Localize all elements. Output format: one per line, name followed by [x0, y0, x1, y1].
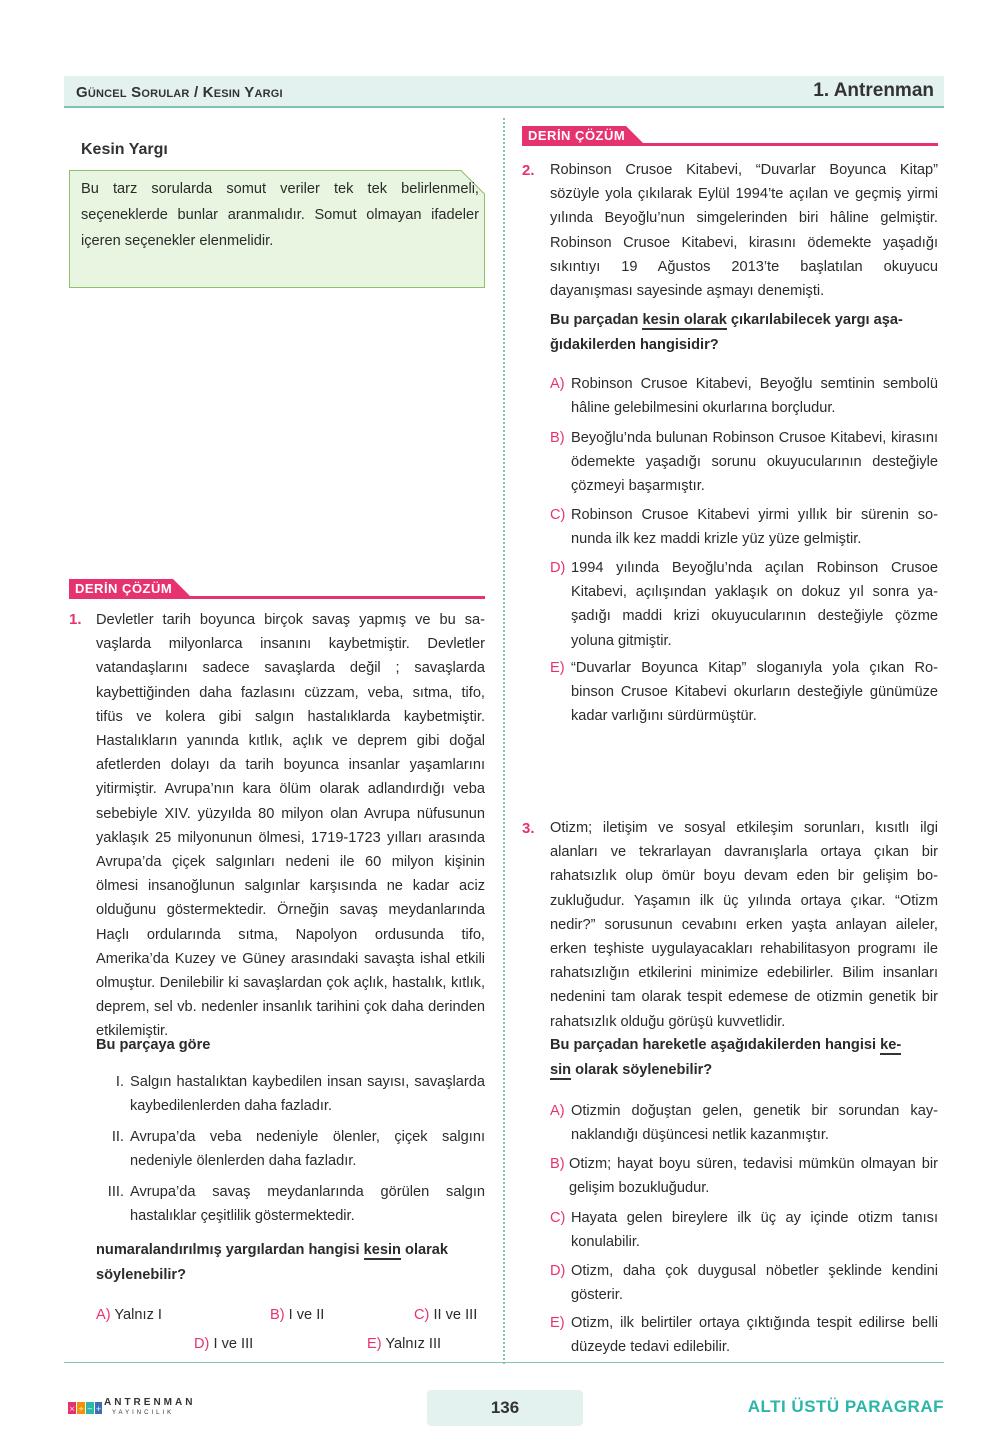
option-text: Otizm, ilk belirtiler ortaya çıktığında tespit edilirse belli düzeyde tedavi edilebilir.: [571, 1315, 938, 1356]
q1-answer-a[interactable]: [96, 1307, 162, 1323]
q1-passage: Devletler tarih boyunca birçok savaş yapmış ve bu savaşlarda milyonlarca insanını kaybetmiştir. Devletler vatandaşlarını sadece savaşlarda değil ; savaşlarda kaybettiğinden daha fazlasını cüzzam, veba, sıtma, tifo, tifüs ve kolera gibi salgın hastalıklarda kaybetmiştir. Hastalıkların yanında kıtlık, açlık ve deprem gibi doğal afetlerden dolayı da tarih boyunca insanlar yaşamlarını yitirmiştir. Avrupa’nın kara ölüm olarak adlandırdığı veba sebebiyle XIV. yüzyılda 80 milyon olan Avrupa nüfusunun yaklaşık 25 milyonunun ölmesi, 1719-1723 yılları arasında Avrupa’da çiçek salgınları nedeni ile 60 milyon kişinin ölmesi insanoğlunun salgınlar karşısında ne kadar aciz olduğunu göstermektedir. Örneğin savaş meydanlarında Haçlı ordularında sıtma, Napolyon ordusunda tifo, Amerika’da Kuzey ve Güney arasındaki savaşta ishal etkili olmuştur. Denilebilir ki savaşlardan çok açlık, hastalık, kıtlık, deprem, sel vb. nedenler insanlık tarihini çok daha derinden etkilemiştir.: [96, 612, 485, 1040]
option-letter: C): [550, 507, 566, 523]
header-rule: [64, 106, 944, 108]
q1-answer-d[interactable]: [194, 1336, 253, 1352]
q3-option-b[interactable]: [550, 1152, 938, 1197]
publisher-name: ANTRENMAN: [104, 1397, 196, 1408]
publisher-logo-icon: [68, 1396, 102, 1425]
q3-option-e[interactable]: [550, 1311, 938, 1356]
q3-passage: Otizm; iletişim ve sosyal etkileşim sorunları, kısıtlı ilgi alanları ve tekrarlayan davranışlarla ortaya çıkan bir rahatsızlık olup ömür boyu devam eden bir gelişim bozukluğudur. Yaşamın ilk üç yılında ortaya çıkar. “Otizm nedir?” sorusunun cevabını erken yaşta anlayan aileler, erken teşhiste uygulayacakları rehabilitasyon programı ile rahatsızlığın etkilerini minimize edebilirler. Bilim insanları nedenini tam olarak tespit edemese de otizmin genetik bir rahatsızlık olduğu görüşü kuvvetlidir.: [550, 820, 938, 1030]
q1-stem-end: söylenebilir?: [96, 1267, 187, 1283]
q2-option-c[interactable]: [550, 503, 938, 548]
q1-stem: [96, 1236, 448, 1264]
option-text: 1994 yılında Beyoğlu’nda açılan Robinson Crusoe Kitabevi, açılışından yaklaşık on dokuz yıl sonra yaşadığı maddi krizi okuyucularının desteğiyle çözme yoluna gitmiştir.: [571, 560, 938, 649]
option-letter: E): [550, 660, 565, 676]
q1-answer-e[interactable]: [367, 1336, 441, 1352]
q1-roman-3: [96, 1180, 485, 1228]
q2-option-b[interactable]: [550, 426, 938, 495]
answer-text: II ve III: [429, 1307, 478, 1323]
option-text: Otizm, daha çok duygusal nöbetler şeklinde kendini gösterir.: [571, 1263, 938, 1304]
stem-text: Bu parçadan hareketle aşağıdakilerden hangisi: [550, 1037, 881, 1053]
q1-roman-1: [96, 1070, 485, 1118]
stem-underlined: ke-: [880, 1037, 902, 1053]
stem-underlined: kesin: [363, 1242, 401, 1258]
q3-option-d[interactable]: [550, 1259, 938, 1304]
q3-stem-end: [550, 1056, 712, 1084]
svg-text:×: ×: [69, 1405, 75, 1413]
derin-cozum-tag-right: [522, 126, 938, 150]
option-letter: A): [550, 376, 565, 392]
option-letter: D): [550, 560, 566, 576]
option-letter: C): [550, 1210, 566, 1226]
q1-answer-b[interactable]: [270, 1307, 324, 1323]
option-text: Robinson Crusoe Kitabevi yirmi yıllık bir sürenin sonunda ilk kez maddi krizle yüz yüze gelmiştir.: [571, 507, 938, 548]
roman-numeral: III.: [107, 1184, 124, 1200]
tag-label: DERİN ÇÖZÜM: [528, 128, 626, 143]
q1-answer-c[interactable]: [414, 1307, 477, 1323]
stem-text: numaralandırılmış yargılardan hangisi: [96, 1242, 364, 1258]
q3-option-c[interactable]: [550, 1206, 938, 1251]
roman-text: Avrupa’da veba nedeniyle ölenler, çiçek salgını nedeniyle ölenlerden daha fazladır.: [130, 1129, 485, 1170]
option-text: Beyoğlu’nda bulunan Robinson Crusoe Kitabevi, kirasını ödemekte yaşadığı sorunu okuyucularının desteğiyle çözmeyi başarmıştır.: [571, 430, 938, 495]
brand-title: ALTI ÜSTÜ PARAGRAF: [747, 1397, 944, 1416]
answer-text: Yalnız I: [110, 1307, 162, 1323]
roman-text: Avrupa’da savaş meydanlarında görülen salgın hastalıklar çeşitlilik göstermektedir.: [130, 1184, 485, 1225]
tag-label: DERİN ÇÖZÜM: [75, 581, 173, 596]
option-letter: E): [550, 1315, 565, 1331]
q1-stem-intro: Bu parçaya göre: [96, 1037, 211, 1053]
option-text: Otizmin doğuştan gelen, genetik bir sorundan kaynaklandığı düşüncesi netlik kazanmıştır.: [571, 1103, 938, 1144]
answer-letter: B): [270, 1307, 285, 1323]
roman-text: Salgın hastalıktan kaybedilen insan sayısı, savaşlarda kaybedilenlerden daha fazladır.: [130, 1074, 485, 1115]
option-text: Robinson Crusoe Kitabevi, Beyoğlu semtinin sembolü hâline gelebilmesini okurlarına borçludur.: [571, 376, 938, 417]
training-title: 1. Antrenman: [813, 80, 934, 101]
roman-numeral: II.: [111, 1129, 124, 1145]
option-letter: D): [550, 1263, 566, 1279]
stem-text: çıkarılabilecek yargı aşa-: [726, 312, 903, 328]
q2-option-d[interactable]: [550, 556, 938, 649]
q3-stem: [550, 1031, 901, 1059]
option-letter: B): [550, 430, 565, 446]
tag-rule: [189, 596, 485, 599]
stem-text: Bu parçadan: [550, 312, 643, 328]
q2-stem: [550, 306, 903, 334]
page-number: 136: [490, 1398, 520, 1417]
option-text: “Duvarlar Boyunca Kitap” sloganıyla yola çıkan Robinson Crusoe Kitabevi okurların desteğiyle günümüze kadar varlığını sürdürmüştür.: [571, 660, 938, 725]
q3-option-a[interactable]: [550, 1099, 938, 1144]
question-number: 3.: [522, 820, 535, 837]
rule-title: Kesin Yargı: [81, 141, 168, 158]
rule-box: [69, 170, 485, 288]
answer-letter: D): [194, 1336, 210, 1352]
roman-numeral: I.: [115, 1074, 124, 1090]
answer-letter: C): [414, 1307, 430, 1323]
page-header: [64, 76, 944, 106]
answer-text: I ve II: [284, 1307, 325, 1323]
stem-underlined: sin: [550, 1062, 572, 1078]
question-number: 2.: [522, 162, 535, 179]
q1-roman-2: [96, 1125, 485, 1173]
stem-text: olarak: [400, 1242, 449, 1258]
option-letter: B): [550, 1156, 565, 1172]
option-letter: A): [550, 1103, 565, 1119]
svg-text:−: −: [87, 1405, 93, 1413]
option-text: Hayata gelen bireylere ilk üç ay içinde otizm tanısı konulabilir.: [571, 1210, 938, 1251]
rule-text: Bu tarz sorularda somut veriler tek tek belirlenmeli, seçeneklerde bunlar aranmalıdır. Somut olmayan ifadeler içeren seçenekler elenmelidir.: [81, 181, 479, 249]
q2-option-e[interactable]: [550, 656, 938, 725]
svg-text:÷: ÷: [78, 1405, 84, 1413]
page-number-box: [427, 1390, 583, 1426]
question-number: 1.: [69, 611, 82, 628]
answer-letter: A): [96, 1307, 111, 1323]
svg-text:+: +: [95, 1405, 102, 1413]
answer-letter: E): [367, 1336, 382, 1352]
section-title: Güncel Sorular / Kesin Yargı: [76, 84, 283, 101]
derin-cozum-tag-left: [69, 579, 485, 603]
q2-passage: Robinson Crusoe Kitabevi, “Duvarlar Boyunca Kitap” sözüyle yola çıkılarak Eylül 1994’te açılan ve geçmiş yirmi yılında Beyoğlu’nun simgelerinden biri hâline gelmiştir. Robinson Crusoe Kitabevi, kirasını ödemekte yaşadığı sıkıntıyı 19 Ağustos 2013’te başlatılan okuyucu dayanışması sayesinde aşmayı denemişti.: [550, 162, 938, 300]
answer-text: I ve III: [209, 1336, 254, 1352]
stem-underlined: kesin olarak: [642, 312, 727, 328]
column-divider: [503, 118, 505, 1364]
q2-stem-end: ğıdakilerden hangisidir?: [550, 337, 719, 353]
option-text: Otizm; hayat boyu süren, tedavisi mümkün olmayan bir gelişim bozukluğudur.: [569, 1156, 938, 1197]
tag-rule: [642, 143, 938, 146]
footer-rule: [64, 1362, 944, 1363]
publisher-sub: YAYINCILIK: [112, 1410, 175, 1416]
q2-option-a[interactable]: [550, 372, 938, 417]
answer-text: Yalnız III: [381, 1336, 442, 1352]
stem-text: olarak söylenebilir?: [571, 1062, 713, 1078]
